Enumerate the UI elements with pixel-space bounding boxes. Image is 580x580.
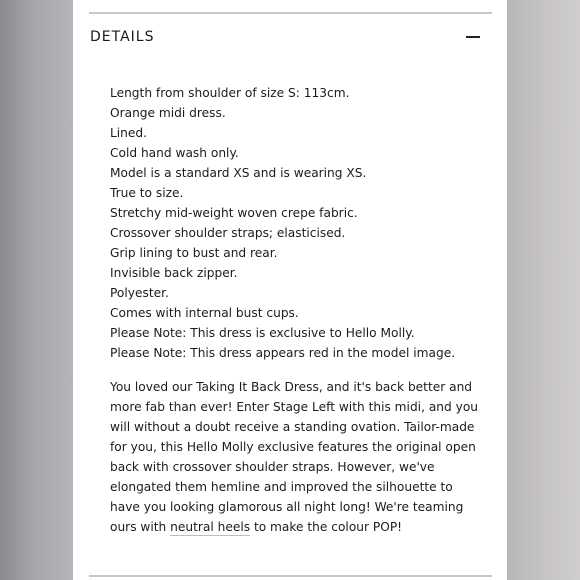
list-item: Please Note: This dress is exclusive to Hello Molly. bbox=[110, 326, 415, 340]
minus-icon bbox=[466, 36, 480, 38]
list-item: True to size. bbox=[110, 186, 184, 200]
background-right bbox=[507, 0, 580, 580]
description-text: You loved our Taking It Back Dress, and it's back better and more fab than ever! Enter Stage Left with this midi, and you will without a doubt receive a standing ovation. Tailor-made for you, this Hello Molly exclusive features the original open back with crossover shoulder straps. However, we've elongated them hemline and improved the silhouette to have you looking glamorous all night long! We're teaming ours with bbox=[110, 380, 479, 534]
section-title: DETAILS bbox=[90, 29, 155, 45]
list-item: Crossover shoulder straps; elasticised. bbox=[110, 226, 346, 240]
list-item: Please Note: This dress appears red in the model image. bbox=[110, 346, 456, 360]
details-panel bbox=[73, 0, 507, 580]
list-item: Lined. bbox=[110, 126, 148, 140]
list-item: Stretchy mid-weight woven crepe fabric. bbox=[110, 206, 358, 220]
details-list bbox=[110, 83, 455, 363]
collapse-button[interactable] bbox=[461, 28, 485, 46]
list-item: Polyester. bbox=[110, 286, 169, 300]
neutral-heels-link[interactable]: neutral heels bbox=[170, 520, 251, 534]
list-item: Comes with internal bust cups. bbox=[110, 306, 299, 320]
list-item: Cold hand wash only. bbox=[110, 146, 239, 160]
list-item: Length from shoulder of size S: 113cm. bbox=[110, 86, 350, 100]
product-description bbox=[110, 377, 485, 537]
top-divider bbox=[89, 12, 492, 14]
list-item: Model is a standard XS and is wearing XS. bbox=[110, 166, 367, 180]
list-item: Orange midi dress. bbox=[110, 106, 226, 120]
list-item: Grip lining to bust and rear. bbox=[110, 246, 278, 260]
description-text-end: to make the colour POP! bbox=[250, 520, 403, 534]
bottom-divider bbox=[89, 575, 492, 577]
list-item: Invisible back zipper. bbox=[110, 266, 238, 280]
